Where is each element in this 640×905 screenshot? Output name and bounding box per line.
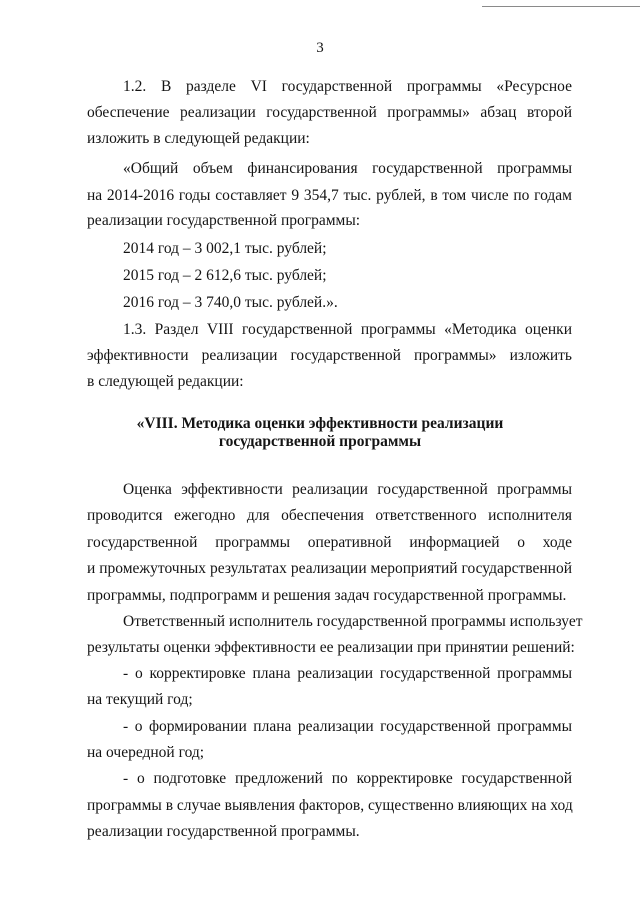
paragraph-1-3-line: эффективности реализации государственной программы» изложить bbox=[87, 347, 572, 364]
quoted-paragraph-line: «Общий объем финансирования государственной программы bbox=[123, 160, 572, 177]
body-paragraph-line: Оценка эффективности реализации государственной программы bbox=[123, 481, 572, 498]
body-paragraph-line: Ответственный исполнитель государственной программы использует bbox=[123, 613, 583, 630]
year-amount-2016: 2016 год – 3 740,0 тыс. рублей.». bbox=[123, 294, 338, 311]
quoted-paragraph-line: на 2014-2016 годы составляет 9 354,7 тыс. рублей, в том числе по годам bbox=[87, 187, 572, 204]
body-paragraph-line: государственной программы оперативной информацией о ходе bbox=[87, 534, 572, 551]
paragraph-1-2-line: обеспечение реализации государственной программы» абзац второй bbox=[87, 104, 572, 121]
top-rule bbox=[482, 6, 640, 7]
paragraph-1-3-line: в следующей редакции: bbox=[87, 373, 244, 390]
year-amount-2015: 2015 год – 2 612,6 тыс. рублей; bbox=[123, 267, 327, 284]
list-item-line: на текущий год; bbox=[87, 691, 193, 708]
paragraph-1-2-line: изложить в следующей редакции: bbox=[87, 130, 310, 147]
list-item-line: - о формировании плана реализации государственной программы bbox=[123, 718, 572, 735]
paragraph-1-3-line: 1.3. Раздел VIII государственной программы «Методика оценки bbox=[123, 321, 572, 338]
list-item-line: программы в случае выявления факторов, существенно влияющих на ход bbox=[87, 797, 573, 814]
year-amount-2014: 2014 год – 3 002,1 тыс. рублей; bbox=[123, 240, 327, 257]
body-paragraph-line: и промежуточных результатах реализации мероприятий государственной bbox=[87, 560, 572, 577]
body-paragraph-line: результаты оценки эффективности ее реализации при принятии решений: bbox=[87, 639, 575, 656]
list-item-line: - о корректировке плана реализации государственной программы bbox=[123, 665, 572, 682]
list-item-line: - о подготовке предложений по корректировке государственной bbox=[123, 770, 572, 787]
paragraph-1-2-line: 1.2. В разделе VI государственной программы «Ресурсное bbox=[123, 78, 572, 95]
body-paragraph-line: проводится ежегодно для обеспечения ответственного исполнителя bbox=[87, 507, 572, 524]
section-heading-line-2: государственной программы bbox=[218, 433, 422, 450]
list-item-line: реализации государственной программы. bbox=[87, 823, 360, 840]
page-number: 3 bbox=[316, 40, 324, 56]
list-item-line: на очередной год; bbox=[87, 744, 205, 761]
body-paragraph-line: программы, подпрограмм и решения задач государственной программы. bbox=[87, 587, 567, 604]
quoted-paragraph-line: реализации государственной программы: bbox=[87, 212, 361, 229]
section-heading-line-1: «VIII. Методика оценки эффективности реализации bbox=[136, 415, 504, 432]
